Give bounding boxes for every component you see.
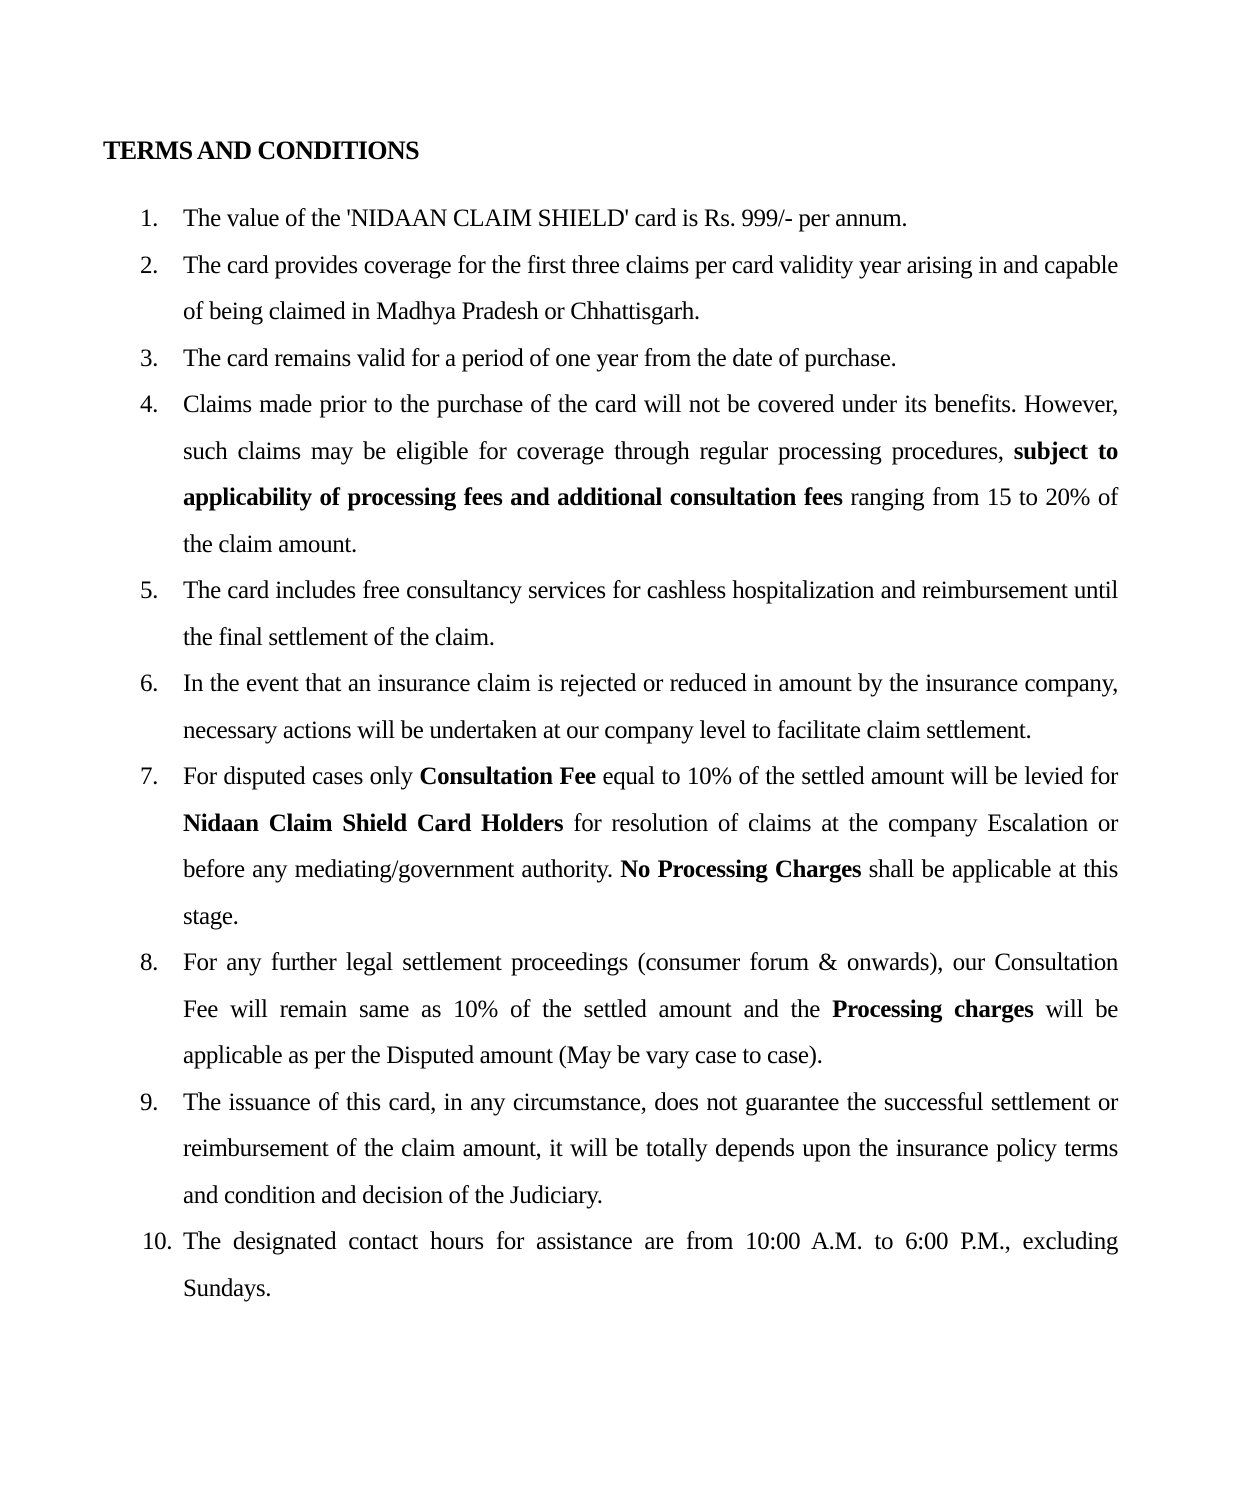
term-text: for resolution of claims at the company Escalation or before any mediating/government authority. <box>183 809 1118 883</box>
term-text: The card includes free consultancy services for cashless hospitalization and reimbursement until the final settlement of the claim. <box>183 577 1118 651</box>
term-number: 8. <box>140 949 159 976</box>
term-text: For disputed cases only <box>183 763 420 790</box>
term-text: The issuance of this card, in any circumstance, does not guarantee the successful settlement or reimbursement of the claim amount, it will be totally depends upon the insurance policy terms and condition and decision of the Judiciary. <box>183 1088 1118 1209</box>
term-item-5 <box>100 568 1118 661</box>
term-text: The value of the 'NIDAAN CLAIM SHIELD' card is Rs. 999/- per annum. <box>183 205 908 232</box>
term-text: The card remains valid for a period of one year from the date of purchase. <box>183 344 897 372</box>
term-text: shall be applicable at this stage. <box>183 856 1119 930</box>
term-number: 7. <box>140 763 159 790</box>
term-text: The designated contact hours for assistance are from 10:00 A.M. to 6:00 P.M., excluding Sundays. <box>183 1228 1118 1302</box>
term-text: ranging from 15 to 20% of the claim amount. <box>183 484 1118 558</box>
term-bold-text: Consultation Fee <box>419 763 596 790</box>
term-item-1 <box>100 196 1118 243</box>
term-text: equal to 10% of the settled amount will be levied for <box>595 763 1118 790</box>
term-number: 5. <box>140 577 159 604</box>
term-number: 1. <box>140 205 159 232</box>
term-text: The card provides coverage for the first three claims per card validity year arising in and capable of being claimed in Madhya Pradesh or Chhattisgarh. <box>183 251 1118 325</box>
term-item-6 <box>100 661 1118 754</box>
term-number: 10. <box>142 1228 173 1255</box>
term-text: In the event that an insurance claim is rejected or reduced in amount by the insurance company, necessary actions will be undertaken at our company level to facilitate claim settlement. <box>183 670 1118 744</box>
term-bold-text: subject to applicability of processing fees and additional consultation fees <box>183 437 1118 511</box>
term-item-4 <box>100 382 1118 568</box>
term-item-9 <box>100 1080 1118 1220</box>
term-item-8 <box>100 940 1118 1080</box>
term-number: 6. <box>140 670 159 697</box>
term-text: Claims made prior to the purchase of the card will not be covered under its benefits. However, such claims may be eligible for coverage through regular processing procedures, <box>183 391 1118 465</box>
terms-list <box>100 196 1118 1312</box>
term-bold-text: Nidaan Claim Shield Card Holders <box>183 809 564 837</box>
term-item-10 <box>100 1219 1118 1312</box>
term-bold-text: No Processing Charges <box>620 856 862 883</box>
term-text: will be applicable as per the Disputed amount (May be vary case to case). <box>183 995 1118 1069</box>
term-item-3 <box>100 336 1118 383</box>
term-number: 9. <box>140 1088 159 1116</box>
term-text: For any further legal settlement proceedings (consumer forum & onwards), our Consultation Fee will remain same as 10% of the settled amount and the <box>183 949 1118 1023</box>
term-item-2 <box>100 243 1118 336</box>
page-title: TERMS AND CONDITIONS <box>103 136 419 165</box>
term-item-7 <box>100 754 1118 940</box>
term-number: 4. <box>140 391 159 418</box>
term-number: 3. <box>140 344 159 372</box>
term-number: 2. <box>140 251 159 279</box>
term-bold-text: Processing charges <box>832 995 1034 1023</box>
